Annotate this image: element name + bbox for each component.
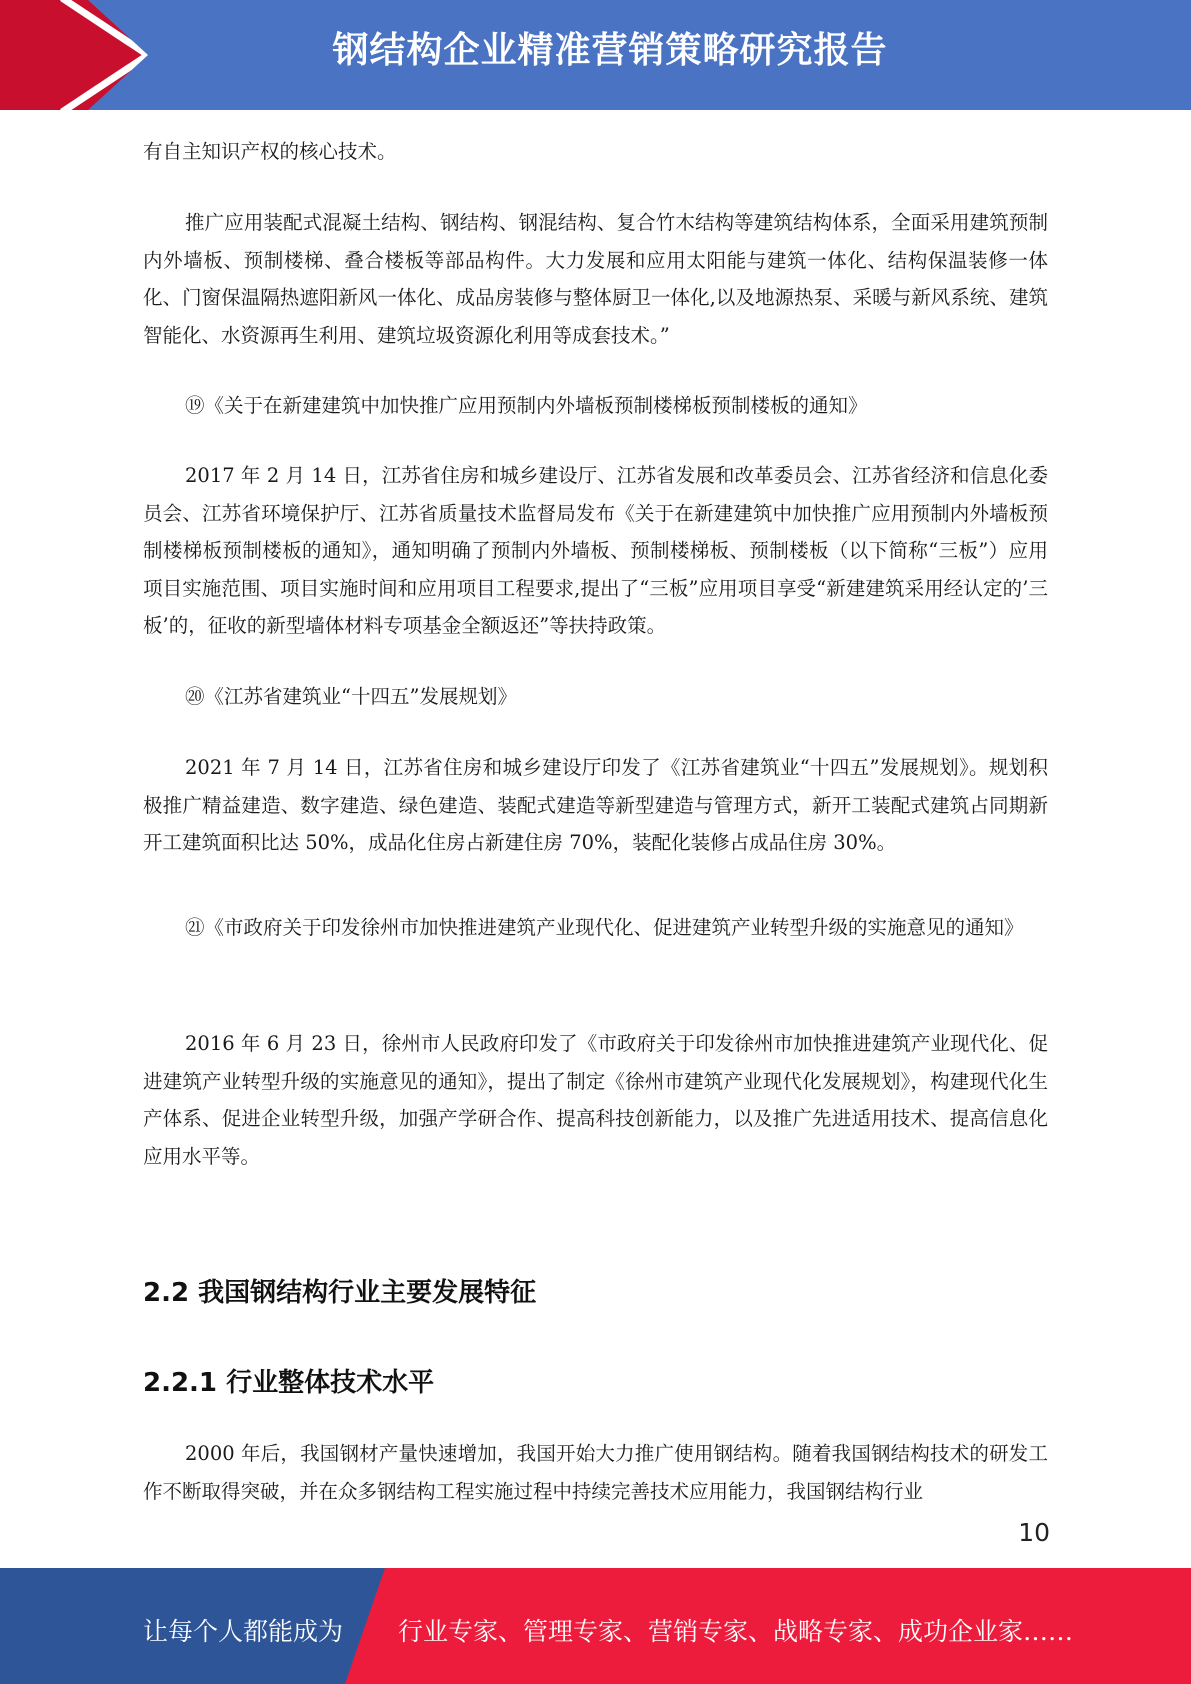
page-number: 10 [1018, 1518, 1050, 1547]
paragraph: 2000 年后，我国钢材产量快速增加，我国开始大力推广使用钢结构。随着我国钢结构技术的研发工作不断取得突破，并在众多钢结构工程实施过程中持续完善技术应用能力，我国钢结构行业 [143, 1442, 1048, 1503]
paragraph: 2021 年 7 月 14 日，江苏省住房和城乡建设厅印发了《江苏省建筑业“十四五”发展规划》。规划积极推广精益建造、数字建造、绿色建造、装配式建造等新型建造与管理方式，新开工装配式建筑占同期新开工建筑面积比达 50%，成品化住房占新建住房 70%，装配化装修占成品住房 30%。 [143, 756, 1048, 854]
footer-slogan-right: 行业专家、管理专家、营销专家、战略专家、成功企业家…… [398, 1617, 1074, 1646]
list-item-19: ⑲《关于在新建建筑中加快推广应用预制内外墙板预制楼梯板预制楼板的通知》 [185, 394, 868, 417]
paragraph: 有自主知识产权的核心技术。 [143, 140, 397, 163]
section-heading-2-2: 2.2 我国钢结构行业主要发展特征 [143, 1278, 537, 1308]
header-arrow-decoration [0, 0, 300, 110]
list-item-20: ⑳《江苏省建筑业“十四五”发展规划》 [185, 685, 517, 708]
page-footer [0, 1568, 1191, 1684]
report-title: 钢结构企业精准营销策略研究报告 [332, 30, 888, 71]
list-item-21: ㉑《市政府关于印发徐州市加快推进建筑产业现代化、促进建筑产业转型升级的实施意见的通知》 [185, 916, 1024, 939]
page-header [0, 0, 1191, 110]
paragraph: 2016 年 6 月 23 日，徐州市人民政府印发了《市政府关于印发徐州市加快推进建筑产业现代化、促进建筑产业转型升级的实施意见的通知》，提出了制定《徐州市建筑产业现代化发展规划》，构建现代化生产体系、促进企业转型升级，加强产学研合作、提高科技创新能力，以及推广先进适用技术、提高信息化应用水平等。 [143, 1032, 1048, 1168]
section-heading-2-2-1: 2.2.1 行业整体技术水平 [143, 1368, 435, 1398]
paragraph: 2017 年 2 月 14 日，江苏省住房和城乡建设厅、江苏省发展和改革委员会、江苏省经济和信息化委员会、江苏省环境保护厅、江苏省质量技术监督局发布《关于在新建建筑中加快推广应用预制内外墙板预制楼梯板预制楼板的通知》，通知明确了预制内外墙板、预制楼梯板、预制楼板（以下简称“三板”）应用项目实施范围、项目实施时间和应用项目工程要求,提出了“三板”应用项目享受“新建建筑采用经认定的’三板’的，征收的新型墙体材料专项基金全额返还”等扶持政策。 [143, 464, 1048, 637]
paragraph: 推广应用装配式混凝土结构、钢结构、钢混结构、复合竹木结构等建筑结构体系，全面采用建筑预制内外墙板、预制楼梯、叠合楼板等部品构件。大力发展和应用太阳能与建筑一体化、结构保温装修一体化、门窗保温隔热遮阳新风一体化、成品房装修与整体厨卫一体化,以及地源热泵、采暖与新风系统、建筑智能化、水资源再生利用、建筑垃圾资源化利用等成套技术。” [143, 211, 1048, 347]
footer-slogan-left: 让每个人都能成为 [143, 1617, 344, 1646]
